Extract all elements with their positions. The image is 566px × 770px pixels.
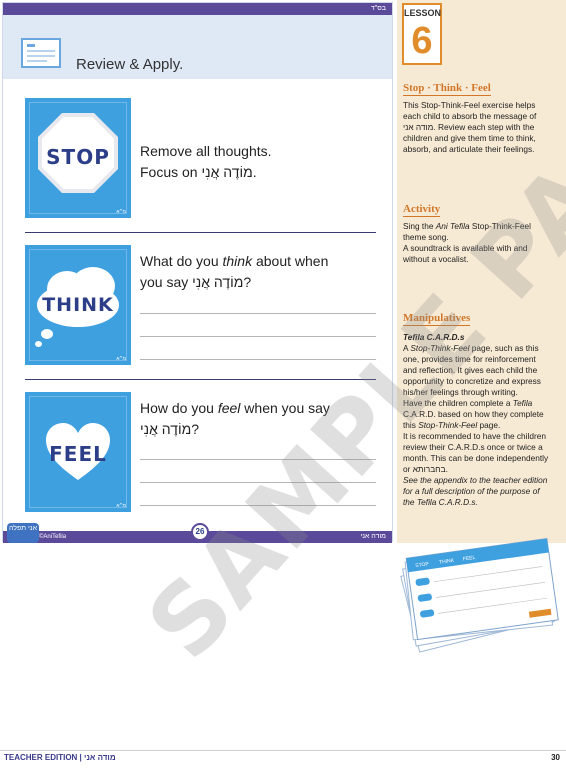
section-text: Tefila C.A.R.D.s A Stop-Think-Feel page, such as this one, provides time for reinforcement and reflection. It gives each child the opportunity to concretize and express his/her feelings through writing. Have the children complete a Tefila C.A.R.D. based on how they complete this Stop-Think-Feel page. It is recommended to have the children review their C.A.R.D.s once or twice a month. This can be done independently or בחברותא. See the appendix to the teacher edition for a full description of the purpose of the Tefila C.A.R.D.s. [403, 332, 549, 507]
think-line-1: What do you think about when [140, 253, 329, 269]
card-mark: מ״א [116, 503, 126, 509]
writing-line[interactable] [140, 336, 376, 337]
section-title: Stop · Think · Feel [403, 82, 491, 94]
section-text: This Stop-Think-Feel exercise helps each child to absorb the message of מודה אני. Review each step with the children and give them time to think, absorb, and articulate their feelings. [403, 100, 537, 154]
section-title: Activity [403, 203, 441, 215]
feel-line-2: מוֹדֶה אֲנִי? [140, 421, 200, 437]
think-card [25, 245, 131, 365]
mini-tab-feel: FEEL [462, 554, 476, 563]
stop-word: STOP [46, 145, 110, 169]
divider [25, 232, 376, 233]
lesson-number: 6 [411, 20, 433, 62]
writing-line[interactable] [140, 313, 376, 314]
stop-text [140, 141, 272, 183]
section-title: Manipulatives [403, 312, 471, 324]
ani-tefila-logo: אני תפלה [7, 523, 39, 543]
bottom-title: מודה אני [360, 533, 386, 540]
page-footer [0, 753, 566, 767]
footer-divider [0, 750, 566, 751]
writing-line[interactable] [140, 505, 376, 506]
think-question [140, 251, 328, 293]
mini-tab-stop: STOP [414, 561, 430, 570]
student-page-number: 26 [191, 523, 209, 541]
writing-line[interactable] [140, 459, 376, 460]
footer-edition: TEACHER EDITION | מודה אני [4, 753, 116, 762]
feel-question [140, 398, 330, 440]
footer-page-number: 30 [551, 753, 560, 762]
sample-page-watermark: SAMPLE [126, 272, 510, 681]
writing-line[interactable] [140, 359, 376, 360]
student-page [2, 2, 393, 542]
divider [25, 379, 376, 380]
card-mark: מ״א [116, 356, 126, 362]
tefila-cards-illustration [396, 535, 562, 665]
mini-tab-think: THINK [438, 557, 455, 566]
top-bar [3, 3, 392, 15]
lesson-badge [402, 3, 442, 65]
stop-line-2: Focus on מוֹדֶה אֲנִי. [140, 164, 257, 180]
stop-line-1: Remove all thoughts. [140, 143, 272, 159]
think-word: THINK [42, 294, 114, 316]
review-title: Review & Apply. [76, 56, 184, 73]
review-header [3, 15, 392, 79]
writing-line[interactable] [140, 482, 376, 483]
card-mark: מ״א [116, 209, 126, 215]
section-text: Sing the Ani Tefila Stop-Think-Feel theme song. A soundtrack is available with and without a vocalist. [403, 221, 531, 264]
feel-word: FEEL [49, 442, 107, 466]
think-line-2: you say מוֹדֶה אֲנִי? [140, 274, 252, 290]
worksheet-icon [21, 38, 61, 68]
feel-line-1: How do you feel when you say [140, 400, 330, 416]
feel-card [25, 392, 131, 512]
copyright: ©AniTefila [39, 534, 67, 540]
bsd-mark: בס"ד [370, 5, 386, 12]
stop-card [25, 98, 131, 218]
lesson-label: LESSON [404, 8, 442, 18]
